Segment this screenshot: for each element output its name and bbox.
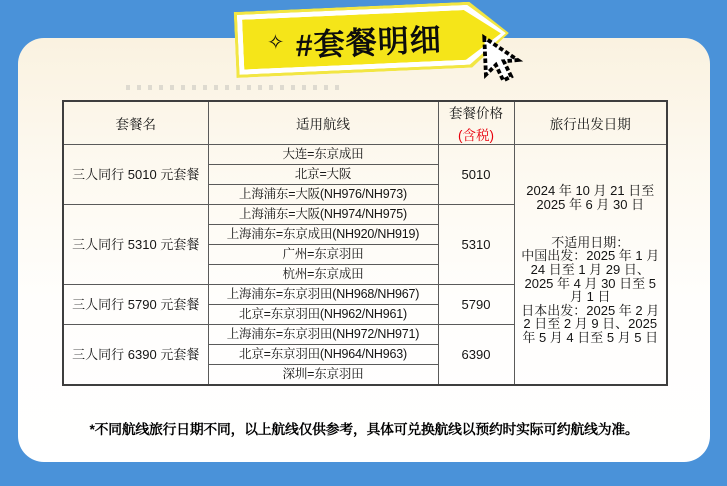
package-name-cell: 三人同行 5010 元套餐 bbox=[63, 145, 208, 205]
footnote: *不同航线旅行日期不同，以上航线仅供参考，具体可兑换航线以预约时实际可约航线为准。 bbox=[89, 422, 639, 437]
header-price-label: 套餐价格 bbox=[449, 106, 503, 121]
route-cell: 上海浦东=东京羽田(NH972/NH971) bbox=[208, 325, 438, 345]
dates-valid-range: 2024 年 10 月 21 日至 2025 年 6 月 30 日 bbox=[526, 183, 655, 212]
route-cell: 上海浦东=东京羽田(NH968/NH967) bbox=[208, 285, 438, 305]
package-name-cell: 三人同行 5790 元套餐 bbox=[63, 285, 208, 325]
route-cell: 深圳=东京羽田 bbox=[208, 365, 438, 386]
dates-excluded-title: 不适用日期： bbox=[551, 234, 630, 250]
route-cell: 北京=东京羽田(NH964/NH963) bbox=[208, 345, 438, 365]
faded-text-remnant bbox=[126, 85, 344, 90]
price-cell: 5310 bbox=[438, 205, 514, 285]
banner-ribbon bbox=[234, 0, 511, 78]
table-row bbox=[63, 145, 667, 165]
route-cell: 杭州=东京成田 bbox=[208, 265, 438, 285]
table-header-row bbox=[63, 101, 667, 145]
route-cell: 北京=东京羽田(NH962/NH961) bbox=[208, 305, 438, 325]
content-card bbox=[18, 38, 710, 462]
header-travel-dates: 旅行出发日期 bbox=[514, 101, 667, 145]
banner-title-text: #套餐明细 bbox=[294, 21, 443, 63]
price-cell: 6390 bbox=[438, 325, 514, 386]
sparkle-icon: ✧ bbox=[266, 30, 286, 55]
route-cell: 上海浦东=东京成田(NH920/NH919) bbox=[208, 225, 438, 245]
route-cell: 上海浦东=大阪(NH976/NH973) bbox=[208, 185, 438, 205]
route-cell: 广州=东京羽田 bbox=[208, 245, 438, 265]
price-cell: 5790 bbox=[438, 285, 514, 325]
header-package-name: 套餐名 bbox=[63, 101, 208, 145]
price-cell: 5010 bbox=[438, 145, 514, 205]
header-routes: 适用航线 bbox=[208, 101, 438, 145]
dates-excluded-japan: 日本出发：2025 年 2 月 2 日至 2 月 9 日、2025 年 5 月 4 日至 5 月 5 日 bbox=[521, 302, 660, 346]
package-name-cell: 三人同行 6390 元套餐 bbox=[63, 325, 208, 386]
package-table bbox=[62, 100, 668, 386]
route-cell: 上海浦东=大阪(NH974/NH975) bbox=[208, 205, 438, 225]
header-price bbox=[438, 101, 514, 145]
route-cell: 北京=大阪 bbox=[208, 165, 438, 185]
banner-title bbox=[234, 2, 475, 78]
route-cell: 大连=东京成田 bbox=[208, 145, 438, 165]
package-name-cell: 三人同行 5310 元套餐 bbox=[63, 205, 208, 285]
header-price-tax-label: (含税) bbox=[458, 128, 494, 143]
travel-dates-cell bbox=[514, 145, 667, 386]
cursor-icon bbox=[473, 31, 529, 87]
dates-excluded-china: 中国出发：2025 年 1 月 24 日至 1 月 29 日、2025 年 4 月 30 日至 5 月 1 日 bbox=[521, 248, 660, 305]
